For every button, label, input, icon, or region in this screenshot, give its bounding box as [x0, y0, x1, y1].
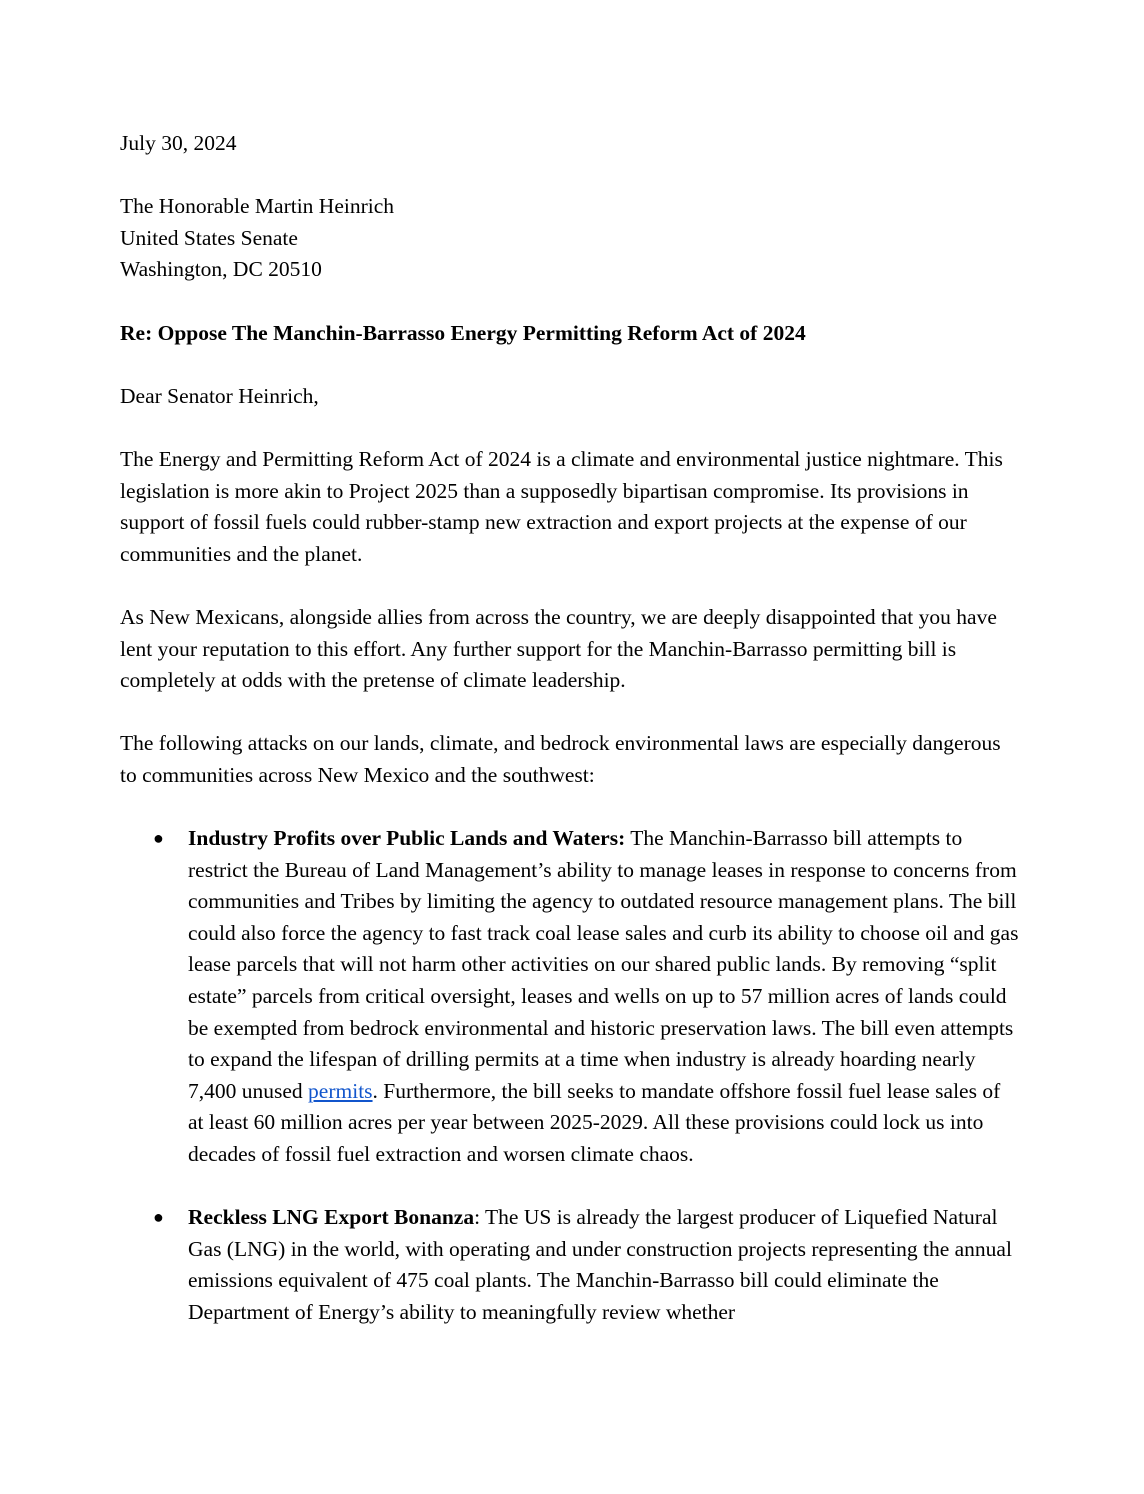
bullet-title: Reckless LNG Export Bonanza: [188, 1205, 475, 1230]
body-paragraph: The Energy and Permitting Reform Act of 2024 is a climate and environmental justice nightmare. This legislation is more akin to Project 2025 than a supposedly bipartisan compromise. Its provisions in support of fossil fuels could rubber-stamp new extraction and export projects at the expense of our communities and the planet.: [120, 446, 1003, 566]
recipient-line-3: Washington, DC 20510: [120, 257, 322, 282]
bullet-text: The Manchin-Barrasso bill attempts to restrict the Bureau of Land Management’s ability to manage leases in response to concerns from communities and Tribes by limiting the agency to outdated resource management plans. The bill could also force the agency to fast track coal lease sales and curb its ability to choose oil and gas lease parcels that will not harm other activities on our shared public lands. By removing “split estate” parcels from critical oversight, leases and wells on up to 57 million acres of lands could be exempted from bedrock environmental and historic preservation laws. The bill even attempts to expand the lifespan of drilling permits at a time when industry is already hoarding nearly 7,400 unused: [188, 826, 1019, 1103]
recipient-line-2: United States Senate: [120, 225, 298, 250]
recipient-address: [120, 191, 1020, 286]
recipient-name: The Honorable Martin Heinrich: [120, 194, 395, 219]
permits-link[interactable]: permits: [308, 1078, 373, 1103]
bullet-title: Industry Profits over Public Lands and Waters:: [188, 826, 626, 851]
attacks-list: [120, 823, 1020, 1329]
list-item: [120, 1202, 1020, 1328]
letter-date: July 30, 2024: [120, 131, 237, 155]
body-paragraph: The following attacks on our lands, climate, and bedrock environmental laws are especially dangerous to communities across New Mexico and the southwest:: [120, 731, 1001, 787]
bullet-icon: ●: [153, 828, 164, 849]
body-paragraph: As New Mexicans, alongside allies from across the country, we are deeply disappointed that you have lent your reputation to this effort. Any further support for the Manchin-Barrasso permitting bill is completely at odds with the pretense of climate leadership.: [120, 604, 997, 693]
letter-page: [120, 128, 1020, 1360]
bullet-icon: ●: [153, 1207, 164, 1228]
bullet-text-continued: . Furthermore, the bill seeks to mandate offshore fossil fuel lease sales of at least 60 million acres per year between 2025-2029. All these provisions could lock us into decades of fossil fuel extraction and worsen climate chaos.: [188, 1078, 1001, 1166]
list-item: [120, 823, 1020, 1171]
subject-line: Re: Oppose The Manchin-Barrasso Energy Permitting Reform Act of 2024: [120, 320, 806, 345]
salutation: Dear Senator Heinrich,: [120, 383, 319, 408]
bullet-text: : The US is already the largest producer of Liquefied Natural Gas (LNG) in the world, with operating and under construction projects representing the annual emissions equivalent of 475 coal plants. The Manchin-Barrasso bill could eliminate the Department of Energy’s ability to meaningfully review whether: [188, 1205, 1012, 1324]
